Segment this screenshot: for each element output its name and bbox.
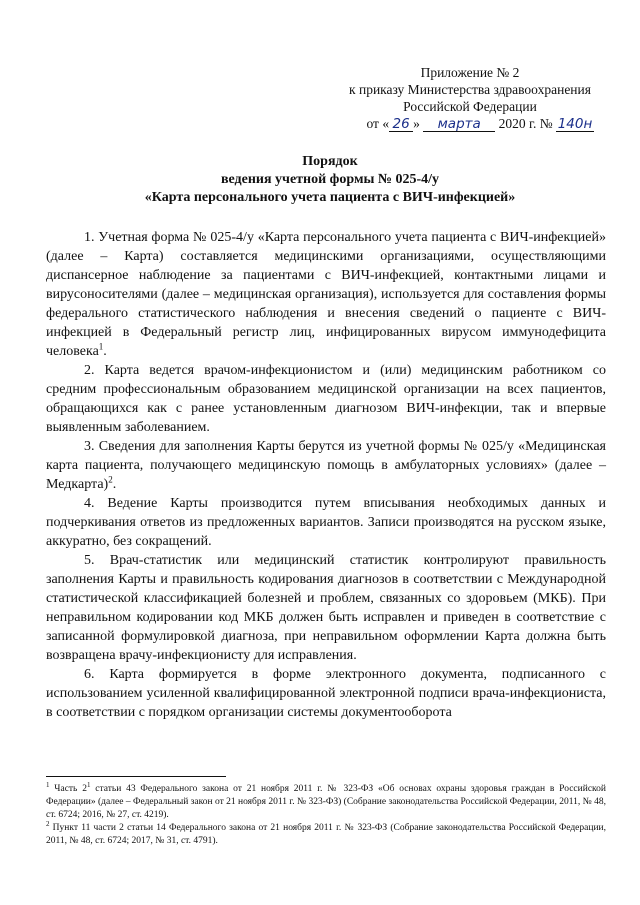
footnote-2-text: Пункт 11 части 2 статьи 14 Федерального закона от 21 ноября 2011 г. № 323-ФЗ (Собрание законодательства Российской Федерации, 2011, № 48, ст. 6724; 2017, № 31, ст. 4791). [46,823,606,846]
date-prefix: от « [366,116,390,131]
handwritten-order-number: 140н [557,116,593,132]
paragraph-6: 6. Карта формируется в форме электронного документа, подписанного с использованием усиленной квалифицированной электронной подписи врача-инфекциониста, в соответствии с порядком организации системы документооборота [46,667,606,720]
paragraph-5: 5. Врач-статистик или медицинский статистик контролируют правильность заполнения Карты и правильность кодирования диагнозов в соответствии с Международной статистической классификацией болезней и проблем, связанных со здоровьем (МКБ). При неправильном кодировании код МКБ должен быть исправлен и приведен в соответствие с записанной формулировкой диагноза, при неправильном оформлении Карта должна быть возвращена врачу-инфекционисту для исправления. [46,553,606,663]
footnote-ref-1: 1 [98,341,104,352]
paragraph-3-text: 3. Сведения для заполнения Карты берутся из учетной формы № 025/у «Медицинская карта пациента, получающего медицинскую помощь в амбулаторных условиях» (далее – Медкарта) [46,439,606,492]
paragraph-2: 2. Карта ведется врачом-инфекционистом и (или) медицинским работником со средним профессиональным образованием медицинской организации на всех пациентов, обращающихся как с ранее установленным диагнозом ВИЧ-инфекции, так и впервые выявленным заболеванием. [46,363,606,435]
footnote-2-mark: 2 [46,819,50,828]
handwritten-month: марта [423,117,495,132]
date-year: 2020 г. № [498,116,553,131]
paragraph-1: 1. Учетная форма № 025-4/у «Карта персонального учета пациента с ВИЧ-инфекцией» (далее – Карта) составляется медицинскими организациями, осуществляющими диспансерное наблюдение за пациентами с ВИЧ-инфекцией, контактными лицами и вирусоносителями (далее – медицинская организация), используется для составления формы федерального статистического наблюдения и внесения сведений о пациенте с ВИЧ-инфекцией в Федеральный регистр лиц, инфицированных вирусом иммунодефицита человека$^1$. [46,230,606,359]
footnote-2 [46,819,606,848]
document-title [70,153,590,207]
appendix-header [340,64,600,132]
paragraph-1-text: 1. Учетная форма № 025-4/у «Карта персонального учета пациента с ВИЧ-инфекцией» (далее – Карта) составляется медицинскими организациями, осуществляющими диспансерное наблюдение за пациентами с ВИЧ-инфекцией, контактными лицами и вирусоносителями (далее – медицинская организация), используется для составления формы федерального статистического наблюдения и внесения сведений о пациенте с ВИЧ-инфекцией в Федеральный регистр лиц, инфицированных вирусом иммунодефицита человека [46,230,606,359]
footnote-1-part-sup: 1 [86,780,91,789]
paragraph-3-end: . [112,477,117,492]
footnote-1 [46,780,607,822]
appendix-number: Приложение № 2 [420,65,520,80]
ministry-name: Российской Федерации [403,99,537,114]
footnote-ref-2: 2 [108,474,113,485]
footnote-divider [46,776,226,777]
handwritten-day: 26 [389,117,413,132]
order-date-line [340,115,600,132]
title-line-1: Порядок [302,154,358,169]
document-body [46,228,606,722]
paragraph-3 [46,437,606,494]
footnote-1-text-b: статьи 43 Федерального закона от 21 ноября 2011 г. № 323-ФЗ «Об основах охраны здоровья граждан в Российской Федерации» (далее – Федеральный закон от 21 ноября 2011 г. № 323-ФЗ) (Собрание законодательства Российской Федерации, 2011, № 48, ст. 6724; 2016, № 27, ст. 4219). [46,784,607,820]
title-line-2: ведения учетной формы № 025-4/у [220,172,440,187]
order-reference: к приказу Министерства здравоохранения [349,82,591,97]
date-mid: » [413,116,420,131]
footnote-1-mark: 1 [46,780,50,789]
title-line-3: «Карта персонального учета пациента с ВИЧ-инфекцией» [144,190,516,205]
footnotes [46,780,607,848]
paragraph-4: 4. Ведение Карты производится путем вписывания необходимых данных и подчеркивания ответов из предложенных вариантов. Записи производятся на русском языке, аккуратно, без сокращений. [46,496,606,549]
footnote-1-text-a: Часть 2 [49,784,87,794]
